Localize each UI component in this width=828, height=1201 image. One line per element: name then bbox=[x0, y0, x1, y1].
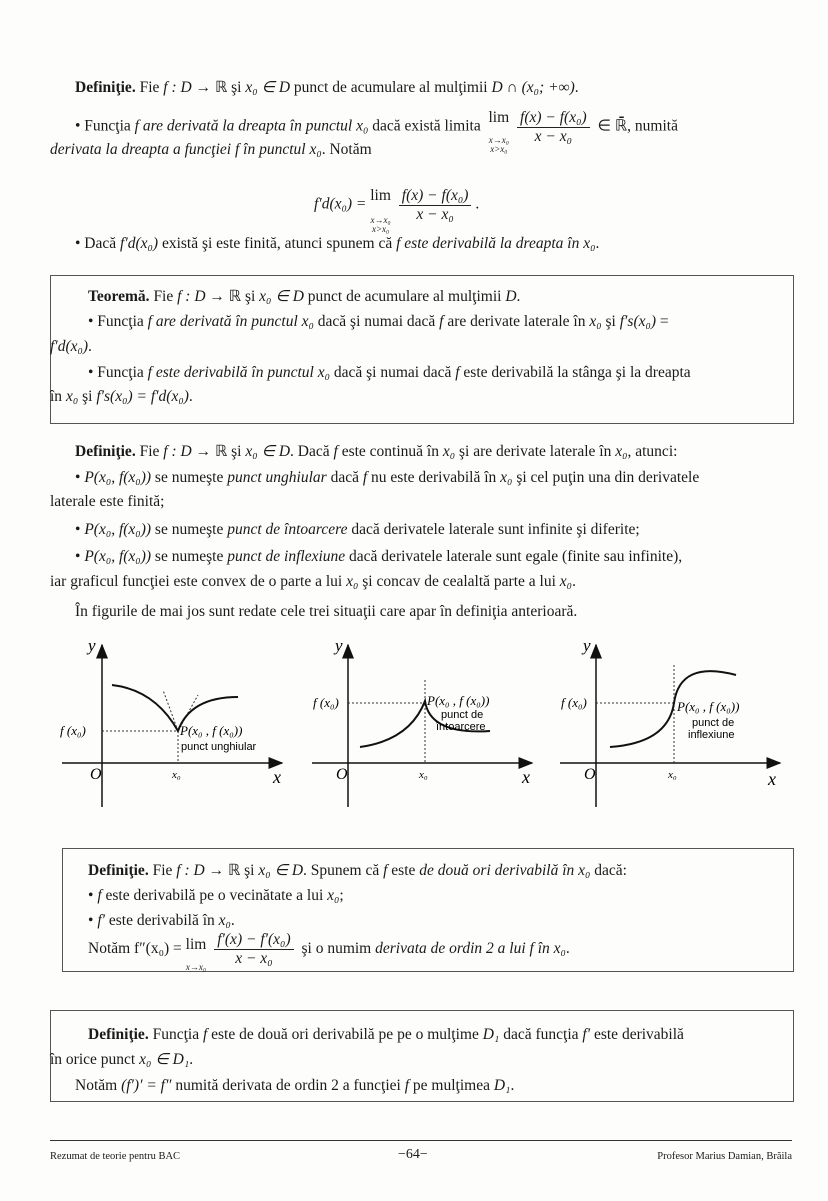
text-segment: x₀ ∈ D bbox=[258, 862, 304, 879]
text-segment: f′s(x₀) bbox=[619, 313, 657, 330]
text-segment: f bbox=[97, 887, 102, 904]
text-segment: . bbox=[516, 288, 521, 305]
text-segment: în bbox=[50, 388, 66, 405]
text-segment: se numeşte bbox=[151, 469, 228, 486]
text-segment: x₀ bbox=[442, 443, 456, 460]
x0-label: x₀ bbox=[668, 769, 677, 781]
text-segment: . Notăm bbox=[321, 141, 372, 158]
text-segment: laterale este finită; bbox=[50, 493, 165, 510]
def2-line4 bbox=[75, 520, 640, 540]
text-segment: de două ori derivabilă în x₀ bbox=[419, 862, 591, 879]
text-segment: dacă funcţia bbox=[499, 1026, 583, 1043]
text-segment: , atunci: bbox=[627, 443, 678, 460]
text-segment: → ℝ şi bbox=[204, 862, 259, 879]
text-segment: f′ bbox=[582, 1026, 591, 1043]
text-segment: f bbox=[202, 1026, 208, 1043]
denominator: x − x₀ bbox=[235, 950, 273, 967]
text-segment: f′d(x₀) bbox=[120, 235, 159, 252]
figure-inflection-point bbox=[558, 635, 788, 810]
text-segment: Notăm bbox=[75, 1077, 122, 1094]
text-segment: f′d(x₀) bbox=[50, 338, 89, 355]
text-segment: se numeşte bbox=[151, 548, 228, 565]
x0-label: x₀ bbox=[172, 769, 181, 781]
caption: inflexiune bbox=[688, 729, 735, 741]
text-segment: f bbox=[333, 443, 338, 460]
text-segment: P(x₀, f(x₀)) bbox=[84, 521, 152, 538]
caption: întoarcere bbox=[436, 721, 486, 733]
text-segment: • Funcţia bbox=[88, 313, 148, 330]
text-segment: punct de inflexiune bbox=[227, 548, 346, 565]
text-segment: x₀ bbox=[327, 887, 340, 904]
def4-line1 bbox=[88, 1025, 684, 1045]
text-segment: x₀ bbox=[356, 117, 369, 135]
text-segment: x₀ bbox=[218, 912, 231, 929]
text-segment: este derivabilă la dreapta în x₀ bbox=[400, 235, 596, 252]
text-segment: . bbox=[574, 79, 579, 96]
y-label: y bbox=[335, 636, 343, 655]
origin-label: O bbox=[336, 766, 348, 783]
fx0-label: f (x₀) bbox=[60, 723, 86, 738]
text-segment: derivata de ordin 2 a lui f în x₀ bbox=[375, 940, 566, 958]
numerator: f(x) − f(x₀) bbox=[399, 187, 472, 206]
text-segment: x₀ ∈ D bbox=[259, 288, 304, 305]
fx0-label: f (x₀) bbox=[561, 695, 587, 710]
lim-sub: x>x₀ bbox=[490, 144, 508, 154]
lim-word: lim bbox=[370, 187, 391, 204]
text-segment: • bbox=[75, 548, 85, 565]
text-segment: (f′)′ = f″ bbox=[121, 1077, 172, 1094]
text-segment: f bbox=[383, 862, 388, 879]
text-segment: numită derivata de ordin 2 a funcţiei bbox=[171, 1077, 405, 1094]
point-label: P(x₀ , f (x₀)) bbox=[677, 699, 740, 714]
text-segment: Fie bbox=[149, 288, 178, 305]
def4-line2 bbox=[50, 1050, 193, 1070]
text-segment: x₀ bbox=[615, 443, 628, 460]
text-segment: D₁ bbox=[493, 1077, 511, 1094]
text-segment: f′ bbox=[97, 912, 106, 929]
text-segment: Fie bbox=[148, 862, 177, 879]
text-segment: şi concav de cealaltă parte a lui bbox=[358, 573, 560, 590]
text-segment: • bbox=[75, 521, 85, 538]
text-segment: punct unghiular bbox=[227, 469, 327, 486]
text-segment: Teoremă. bbox=[88, 288, 150, 305]
text-segment: . bbox=[595, 235, 600, 252]
text-segment: • bbox=[88, 912, 98, 929]
lim-sub: x→x₀ bbox=[370, 215, 391, 225]
def1-line4 bbox=[75, 234, 599, 254]
text-segment: . bbox=[189, 1051, 194, 1068]
text-segment: • Funcţia bbox=[88, 364, 148, 381]
fraction bbox=[214, 931, 293, 968]
text-segment: f bbox=[396, 235, 401, 252]
text-segment: x₀ ∈ D₁ bbox=[139, 1051, 190, 1068]
text-segment: x₀ ∈ D bbox=[245, 79, 291, 96]
lim-sub: x→x₀ bbox=[185, 962, 207, 972]
text-segment: . bbox=[572, 573, 576, 590]
page-number: −64− bbox=[398, 1147, 428, 1162]
text-segment: Definiţie. bbox=[88, 862, 149, 879]
text-segment: . bbox=[565, 940, 570, 958]
def1-line2-text bbox=[75, 118, 485, 135]
text-segment: → ℝ şi bbox=[191, 443, 246, 460]
limit bbox=[488, 100, 509, 154]
text-segment: • Dacă bbox=[75, 235, 121, 252]
text-segment: . Spunem că bbox=[303, 862, 384, 879]
text-segment: . bbox=[230, 912, 235, 929]
origin-label: O bbox=[584, 766, 596, 783]
text-segment: P(x₀, f(x₀)) bbox=[84, 469, 152, 486]
text-segment: . bbox=[88, 338, 92, 355]
def4-line3 bbox=[75, 1076, 514, 1096]
text-segment: x₀ bbox=[559, 573, 573, 590]
theorem-line3 bbox=[50, 337, 92, 357]
figure-cusp-point bbox=[310, 635, 540, 810]
tangent-left bbox=[163, 690, 178, 731]
lim-sub: x>x₀ bbox=[371, 224, 390, 234]
text-segment: se numeşte bbox=[151, 521, 228, 538]
point-label: P(x₀ , f (x₀)) bbox=[427, 693, 490, 708]
numerator: f′(x) − f′(x₀) bbox=[214, 931, 293, 950]
caption: punct unghiular bbox=[181, 741, 257, 753]
text-segment: f : D bbox=[177, 288, 206, 305]
text-segment: are derivate laterale în bbox=[443, 313, 590, 330]
text-segment: dacă şi numai dacă bbox=[313, 313, 440, 330]
text-segment: f : D bbox=[163, 79, 192, 96]
def2-line3 bbox=[50, 492, 164, 512]
fx0-label: f (x₀) bbox=[313, 695, 339, 710]
text-segment: derivata la dreapta a funcţiei f în punctul bbox=[50, 141, 310, 158]
text-segment: Definiţie. bbox=[75, 79, 136, 96]
caption: punct de bbox=[692, 717, 735, 729]
text-segment: şi are derivate laterale în bbox=[455, 443, 616, 460]
text-segment: f are derivată în punctul x₀ bbox=[147, 313, 314, 330]
x-label: x bbox=[273, 767, 281, 787]
text-segment: D ∩ (x₀; +∞) bbox=[491, 79, 575, 96]
text-segment: în orice punct bbox=[50, 1051, 140, 1068]
text-segment: este bbox=[387, 862, 420, 879]
def3-line2 bbox=[88, 886, 344, 906]
text-segment: f′s(x₀) = f′d(x₀) bbox=[96, 388, 189, 405]
def1-line1 bbox=[75, 78, 579, 98]
text-segment: şi bbox=[78, 388, 97, 405]
fraction bbox=[517, 109, 590, 146]
text-segment: dacă: bbox=[590, 862, 627, 879]
def2-line2 bbox=[75, 468, 699, 488]
def2-line1 bbox=[75, 442, 677, 462]
text-segment: D bbox=[505, 288, 517, 305]
text-segment: f bbox=[362, 469, 368, 486]
text-segment: Definiţie. bbox=[75, 443, 136, 460]
text-segment: Definiţie. bbox=[88, 1026, 149, 1043]
lim-word: lim bbox=[488, 109, 510, 126]
text-segment: punct de acumulare al mulţimii bbox=[303, 288, 506, 305]
def3-post bbox=[301, 940, 569, 957]
lim-word: lim bbox=[185, 936, 207, 953]
text-segment: este derivabilă la stânga şi la dreapta bbox=[459, 364, 691, 381]
origin-label: O bbox=[90, 766, 102, 783]
lim-sub: x→x₀ bbox=[488, 135, 509, 145]
def1-line2-post: ∈ ℝ̄, numită bbox=[597, 117, 678, 135]
text-segment: şi o numim bbox=[301, 940, 376, 958]
text-segment: pe mulţimea bbox=[409, 1077, 494, 1094]
text-segment: f : D bbox=[176, 862, 205, 879]
text-segment: x₀ bbox=[589, 313, 602, 330]
text-segment: Fie bbox=[135, 443, 164, 460]
text-segment: În figurile de mai jos sunt redate cele trei situaţii care apar în definiţia anterioară. bbox=[75, 603, 578, 620]
text-segment: x₀ bbox=[500, 469, 513, 486]
text-segment: dacă derivatele laterale sunt egale (finite sau infinite), bbox=[345, 548, 683, 565]
text-segment: . Dacă bbox=[290, 443, 334, 460]
text-segment: este de două ori derivabilă pe pe o mulţime bbox=[207, 1026, 483, 1043]
y-label: y bbox=[583, 636, 591, 655]
text-segment: → ℝ şi bbox=[205, 288, 260, 305]
text-segment: punct de acumulare al mulţimii bbox=[290, 79, 492, 96]
text-segment: are derivată la dreapta în punctul bbox=[138, 117, 357, 135]
text-segment: este derivabilă bbox=[590, 1026, 684, 1043]
text-segment: . bbox=[510, 1077, 515, 1094]
text-segment: • Funcţia bbox=[75, 117, 135, 135]
text-segment: x₀ bbox=[65, 388, 79, 405]
y-label: y bbox=[88, 636, 96, 655]
numerator: f(x) − f(x₀) bbox=[517, 109, 590, 128]
denominator: x − x₀ bbox=[534, 127, 573, 145]
text-segment: Fie bbox=[135, 79, 164, 96]
theorem-line5 bbox=[50, 387, 193, 407]
def2-line5 bbox=[75, 547, 682, 567]
def2-line6 bbox=[50, 572, 576, 592]
text-segment: şi cel puţin una din derivatele bbox=[512, 469, 700, 486]
text-segment: ; bbox=[339, 887, 344, 904]
text-segment: D₁ bbox=[482, 1026, 500, 1043]
text-segment: x₀ bbox=[309, 141, 322, 158]
text-segment: = bbox=[656, 313, 669, 330]
x0-label: x₀ bbox=[419, 769, 428, 781]
text-segment: . bbox=[188, 388, 193, 405]
denominator: x − x₀ bbox=[416, 205, 454, 223]
theorem-line1 bbox=[88, 287, 520, 307]
text-segment: → ℝ şi bbox=[191, 79, 246, 96]
text-segment: este derivabilă în bbox=[105, 912, 219, 929]
text-segment: • bbox=[75, 469, 85, 486]
figure-angular-point bbox=[60, 635, 300, 810]
theorem-line4 bbox=[88, 363, 691, 383]
limit bbox=[186, 927, 207, 972]
x-label: x bbox=[522, 767, 530, 787]
text-segment: este derivabilă pe o vecinătate a lui bbox=[101, 887, 328, 904]
text-segment: f bbox=[404, 1077, 410, 1094]
text-segment: P(x₀, f(x₀)) bbox=[84, 548, 152, 565]
x-label: x bbox=[768, 769, 776, 789]
text-segment: nu este derivabilă în bbox=[367, 469, 501, 486]
notam-text: Notăm f″(x₀) = bbox=[88, 940, 182, 958]
point-label: P(x₀ , f (x₀)) bbox=[180, 723, 243, 738]
text-segment: f bbox=[455, 364, 460, 381]
text-segment: dacă derivatele laterale sunt infinite şi diferite; bbox=[347, 521, 640, 538]
text-segment: f : D bbox=[163, 443, 192, 460]
text-segment: şi bbox=[601, 313, 620, 330]
text-segment: x₀ bbox=[346, 573, 359, 590]
def3-line4 bbox=[88, 927, 570, 972]
text-segment: • bbox=[88, 887, 98, 904]
limit bbox=[370, 176, 391, 234]
text-segment: x₀ ∈ D bbox=[245, 443, 291, 460]
text-segment: Funcţia bbox=[148, 1026, 203, 1043]
text-segment: dacă bbox=[326, 469, 363, 486]
text-segment: punct de întoarcere bbox=[227, 521, 348, 538]
fraction bbox=[399, 187, 472, 224]
text-segment: f este derivabilă în punctul x₀ bbox=[147, 364, 330, 381]
def1-display: f′d(x₀) = lim x→x₀ x>x₀ $\frac{\text{f(x) − f(x₀)}}{\text{x − x₀}}$ . bbox=[314, 176, 479, 234]
def1-line3 bbox=[50, 140, 372, 160]
text-segment: există şi este finită, atunci spunem că bbox=[158, 235, 397, 252]
caption: punct de bbox=[441, 709, 484, 721]
text-segment: f bbox=[439, 313, 444, 330]
footer-rule bbox=[50, 1140, 792, 1141]
def3-line1 bbox=[88, 861, 627, 881]
display-lhs: f′d(x₀) = bbox=[314, 195, 367, 213]
theorem-line2 bbox=[88, 312, 669, 332]
footer-right: Profesor Marius Damian, Brăila bbox=[657, 1151, 792, 1162]
text-segment: dacă şi numai dacă bbox=[329, 364, 456, 381]
text-segment: dacă există limita bbox=[368, 117, 485, 135]
def2-line7 bbox=[75, 602, 577, 622]
text-segment: este continuă în bbox=[337, 443, 443, 460]
text-segment: f bbox=[134, 117, 139, 135]
text-segment: iar graficul funcţiei este convex de o parte a lui bbox=[50, 573, 347, 590]
footer-left: Rezumat de teorie pentru BAC bbox=[50, 1151, 181, 1162]
